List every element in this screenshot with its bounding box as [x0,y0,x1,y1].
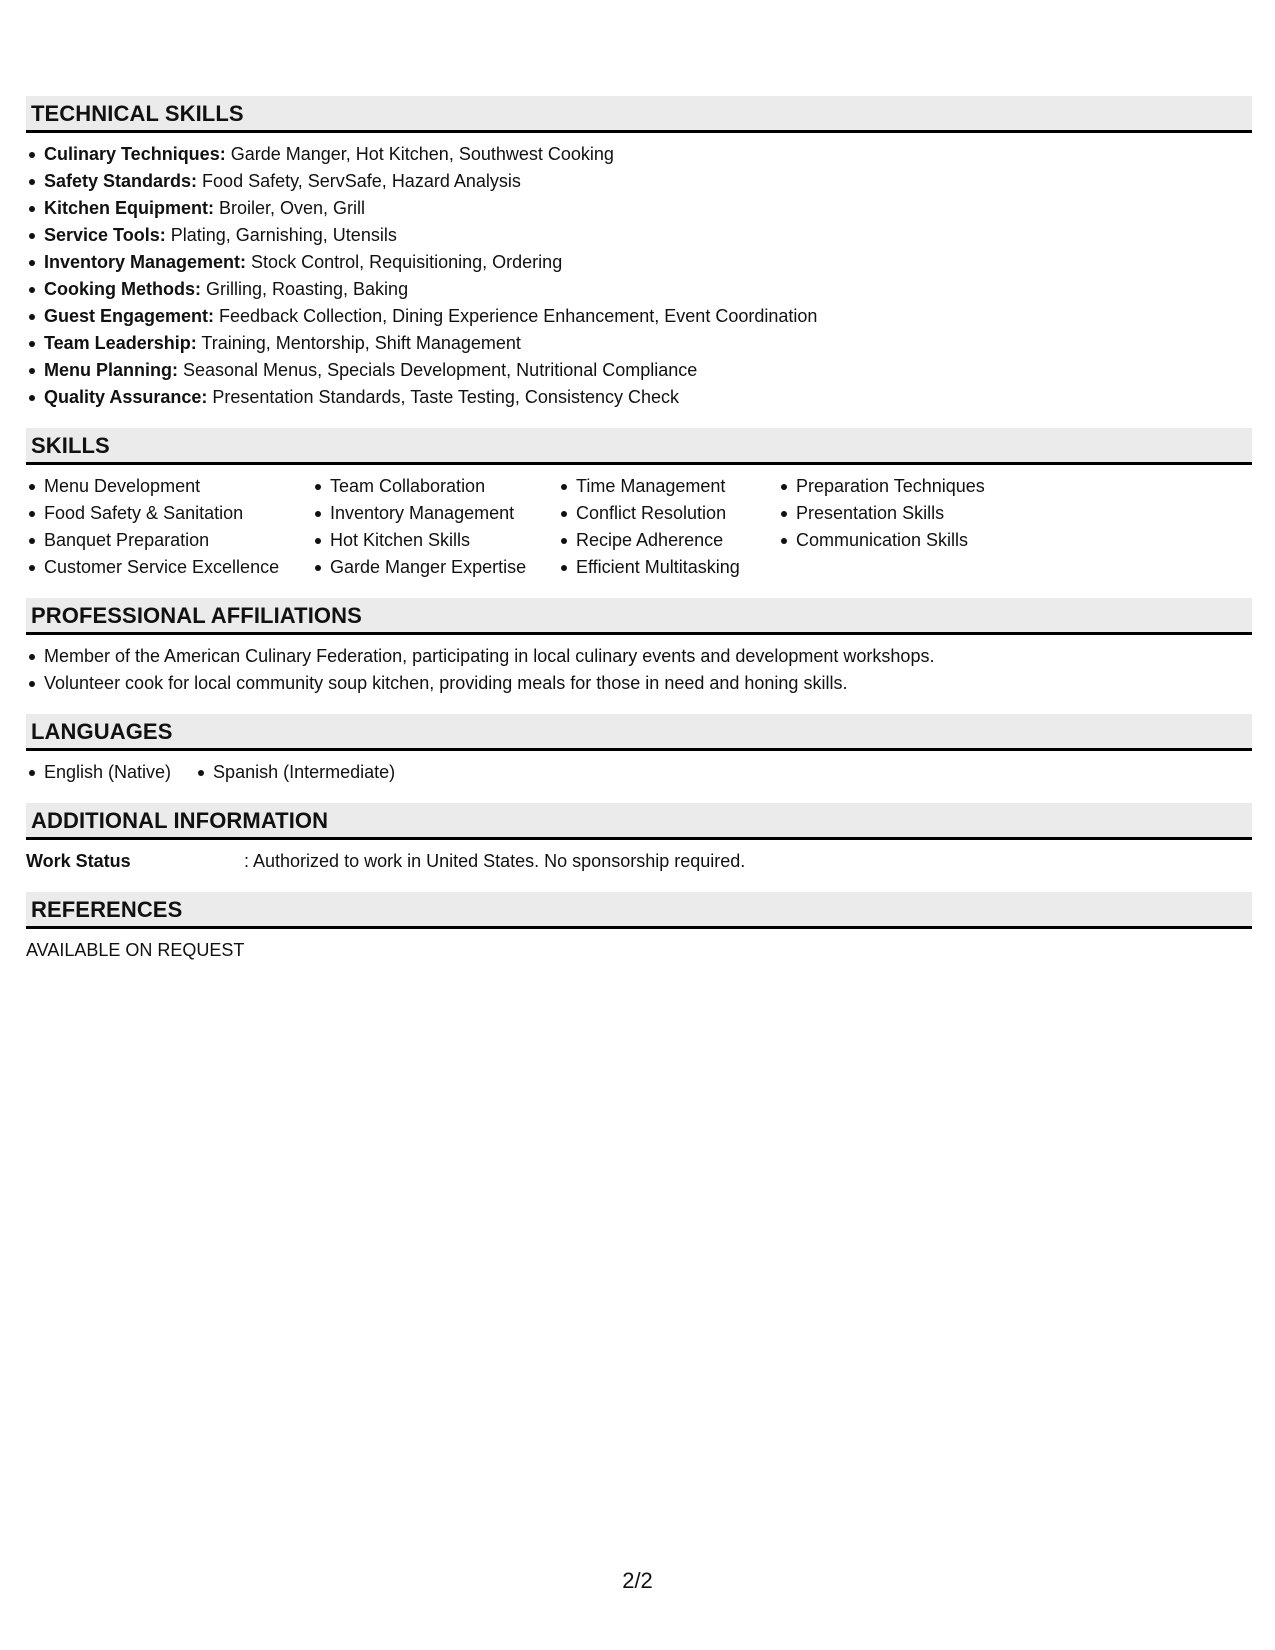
section-header [26,96,1252,133]
skill-category-label: Cooking Methods: [44,279,201,299]
skills-column [778,473,1056,581]
skill-category-value: Grilling, Roasting, Baking [200,279,409,299]
list-item: Conflict Resolution [576,500,778,527]
section-header [26,803,1252,840]
skill-category-label: Safety Standards: [44,171,198,191]
section-header [26,714,1252,751]
list-item [44,222,1252,249]
list-item [44,276,1252,303]
list-item: Member of the American Culinary Federation, participating in local culinary events and development workshops. [44,643,1252,670]
section-title: REFERENCES [31,897,183,922]
list-item: Preparation Techniques [796,473,1056,500]
list-item: Inventory Management [330,500,558,527]
skill-category-value: Training, Mentorship, Shift Management [196,333,521,353]
list-item [44,168,1252,195]
list-item: Food Safety & Sanitation [44,500,312,527]
skill-category-label: Inventory Management: [44,252,247,272]
skill-category-value: Broiler, Oven, Grill [214,198,366,218]
list-item: Efficient Multitasking [576,554,778,581]
list-item: Communication Skills [796,527,1056,554]
languages-list [26,759,1252,786]
skill-category-value: Garde Manger, Hot Kitchen, Southwest Cooking [225,144,614,164]
work-status-row [26,848,1252,875]
skill-category-value: Feedback Collection, Dining Experience Enhancement, Event Coordination [214,306,818,326]
section-title: LANGUAGES [31,719,173,744]
section-header [26,598,1252,635]
list-item: Menu Development [44,473,312,500]
skill-category-value: Presentation Standards, Taste Testing, Consistency Check [207,387,679,407]
section-title: TECHNICAL SKILLS [31,101,244,126]
skill-category-label: Guest Engagement: [44,306,215,326]
skill-category-label: Menu Planning: [44,360,178,380]
references-text: AVAILABLE ON REQUEST [26,940,245,960]
work-status-label: Work Status [26,851,131,871]
list-item [44,141,1252,168]
skills-section [26,428,1252,581]
list-item: Recipe Adherence [576,527,778,554]
list-item [44,303,1252,330]
list-item: Banquet Preparation [44,527,312,554]
list-item [44,195,1252,222]
list-item [44,384,1252,411]
section-header [26,428,1252,465]
skill-category-label: Culinary Techniques: [44,144,226,164]
skill-category-label: Service Tools: [44,225,166,245]
section-title: ADDITIONAL INFORMATION [31,808,329,833]
affiliations-list [26,643,1252,697]
list-item [44,249,1252,276]
list-item: Time Management [576,473,778,500]
list-item: Team Collaboration [330,473,558,500]
skill-category-value: Plating, Garnishing, Utensils [165,225,397,245]
page-number: 2/2 [622,1568,653,1593]
affiliations-section [26,598,1252,697]
skill-category-label: Quality Assurance: [44,387,208,407]
resume-page [26,96,1252,981]
list-item: Hot Kitchen Skills [330,527,558,554]
skills-column [26,473,312,581]
languages-section [26,714,1252,786]
list-item: Garde Manger Expertise [330,554,558,581]
technical-skills-list [26,141,1252,411]
list-item [44,330,1252,357]
list-item: Customer Service Excellence [44,554,312,581]
technical-skills-section [26,96,1252,411]
section-title: PROFESSIONAL AFFILIATIONS [31,603,362,628]
skill-category-label: Kitchen Equipment: [44,198,214,218]
list-item: Volunteer cook for local community soup kitchen, providing meals for those in need and honing skills. [44,670,1252,697]
language-item: Spanish (Intermediate) [213,759,395,786]
references-section [26,892,1252,964]
skill-category-label: Team Leadership: [44,333,197,353]
skills-grid [26,473,1252,581]
work-status-value: : Authorized to work in United States. No sponsorship required. [244,851,746,871]
additional-info-section [26,803,1252,875]
list-item: Presentation Skills [796,500,1056,527]
section-header [26,892,1252,929]
language-item: English (Native) [44,759,171,786]
skills-column [558,473,778,581]
skills-column [312,473,558,581]
skill-category-value: Food Safety, ServSafe, Hazard Analysis [197,171,521,191]
skill-category-value: Seasonal Menus, Specials Development, Nutritional Compliance [178,360,698,380]
skill-category-value: Stock Control, Requisitioning, Ordering [246,252,563,272]
section-title: SKILLS [31,433,110,458]
list-item [44,357,1252,384]
